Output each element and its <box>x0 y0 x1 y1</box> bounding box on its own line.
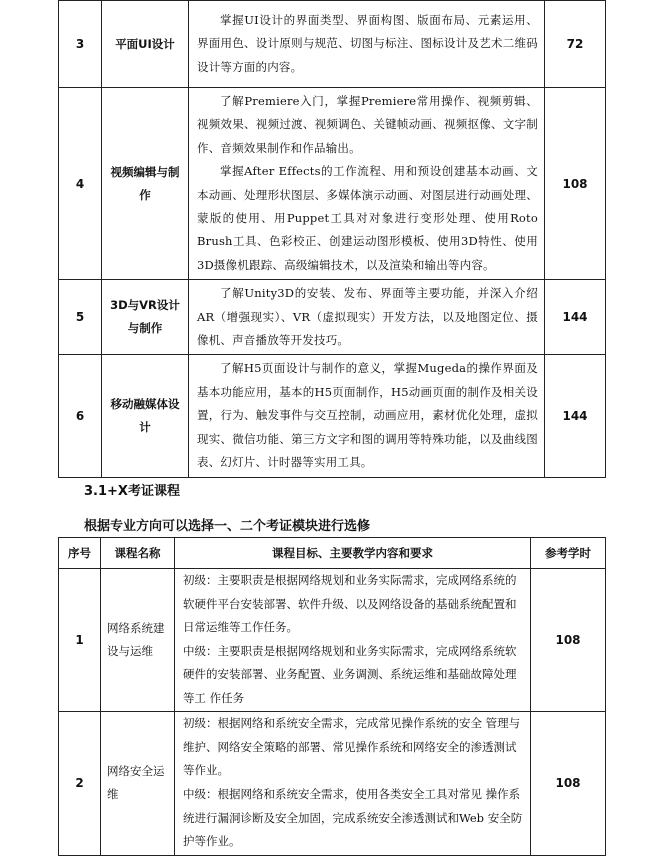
course-name: 网络系统建设与运维 <box>101 569 175 712</box>
description-paragraph: 了解H5页面设计与制作的意义，掌握Mugeda的操作界面及基本功能应用，基本的H5页面制作，H5动画页面的制作及相关设置，行为、触发事件与交互控制，动画应用，素材优化处理，虚拟现实、微信功能、第三方文字和图的调用等特殊功能，以及曲线图表、幻灯片、计时器等实用工具。 <box>197 361 538 470</box>
table-row <box>59 88 606 280</box>
course-name: 视频编辑与制作 <box>102 88 189 280</box>
description-paragraph: 掌握UI设计的界面类型、界面构图、版面布局、元素运用、界面用色、设计原则与规范、切图与标注、图标设计及艺术二维码设计等方面的内容。 <box>197 12 538 74</box>
course-description <box>189 355 545 477</box>
table-header-row <box>59 538 606 569</box>
table-row <box>59 711 606 855</box>
course-name: 平面UI设计 <box>102 1 189 88</box>
row-number: 5 <box>59 280 102 355</box>
description-paragraph: 初级：主要职责是根据网络规划和业务实际需求，完成网络系统的软硬件平台安装部署、软件升级、以及网络设备的基础系统配置和日常运维等工作任务。 <box>183 573 517 635</box>
course-hours: 108 <box>531 569 606 712</box>
course-description <box>189 1 545 88</box>
course-hours: 108 <box>531 711 606 855</box>
description-paragraph: 了解Unity3D的安装、发布、界面等主要功能，并深入介绍AR（增强现实）、VR（虚拟现实）开发方法，以及地图定位、摄像机、声音播放等开发技巧。 <box>197 286 538 348</box>
description-paragraph: 初级：根据网络和系统安全需求，完成常见操作系统的安全 管理与维护、网络安全策略的部署、常见操作系统和网络安全的渗透测试等作业。 <box>183 716 521 778</box>
sub-heading: 根据专业方向可以选择一、二个考证模块进行选修 <box>84 519 371 534</box>
course-name: 网络安全运维 <box>101 711 175 855</box>
certification-course-table <box>58 537 606 856</box>
row-number: 1 <box>59 569 101 712</box>
column-header: 课程目标、主要教学内容和要求 <box>175 538 531 569</box>
description-paragraph: 中级：根据网络和系统安全需求，使用各类安全工具对常见 操作系统进行漏洞诊断及安全加固，完成系统安全渗透测试和Web 安全防护等作业。 <box>183 787 523 849</box>
course-hours: 144 <box>545 355 606 477</box>
course-description <box>175 569 531 712</box>
course-hours: 108 <box>545 88 606 280</box>
column-header: 序号 <box>59 538 101 569</box>
table-row <box>59 1 606 88</box>
course-name: 移动融媒体设计 <box>102 355 189 477</box>
column-header: 课程名称 <box>101 538 175 569</box>
course-name: 3D与VR设计与制作 <box>102 280 189 355</box>
table-row <box>59 355 606 477</box>
row-number: 6 <box>59 355 102 477</box>
description-paragraph: 掌握After Effects的工作流程、用和预设创建基本动画、文本动画、处理形状图层、多媒体演示动画、对图层进行动画处理、蒙版的使用、用Puppet工具对对象进行变形处理、使用Roto Brush工具、色彩校正、创建运动图形模板、使用3D特性、使用3D摄像机跟踪、高级编辑技术，以及渲染和输出等内容。 <box>197 164 538 272</box>
table-row <box>59 569 606 712</box>
row-number: 3 <box>59 1 102 88</box>
section-heading: 3.1+X考证课程 <box>84 484 180 499</box>
course-description <box>175 711 531 855</box>
description-paragraph: 中级：主要职责是根据网络规划和业务实际需求，完成网络系统软硬件的安装部署、业务配置、业务调测、系统运维和基础故障处理等工 作任务 <box>183 643 517 705</box>
description-paragraph: 了解Premiere入门，掌握Premiere常用操作、视频剪辑、视频效果、视频过渡、视频调色、关键帧动画、视频抠像、文字制作、音频效果制作和作品输出。 <box>197 94 538 155</box>
course-hours: 72 <box>545 1 606 88</box>
table-row <box>59 280 606 355</box>
row-number: 2 <box>59 711 101 855</box>
column-header: 参考学时 <box>531 538 606 569</box>
course-table-top <box>58 0 606 478</box>
course-hours: 144 <box>545 280 606 355</box>
course-description <box>189 88 545 280</box>
row-number: 4 <box>59 88 102 280</box>
course-description <box>189 280 545 355</box>
